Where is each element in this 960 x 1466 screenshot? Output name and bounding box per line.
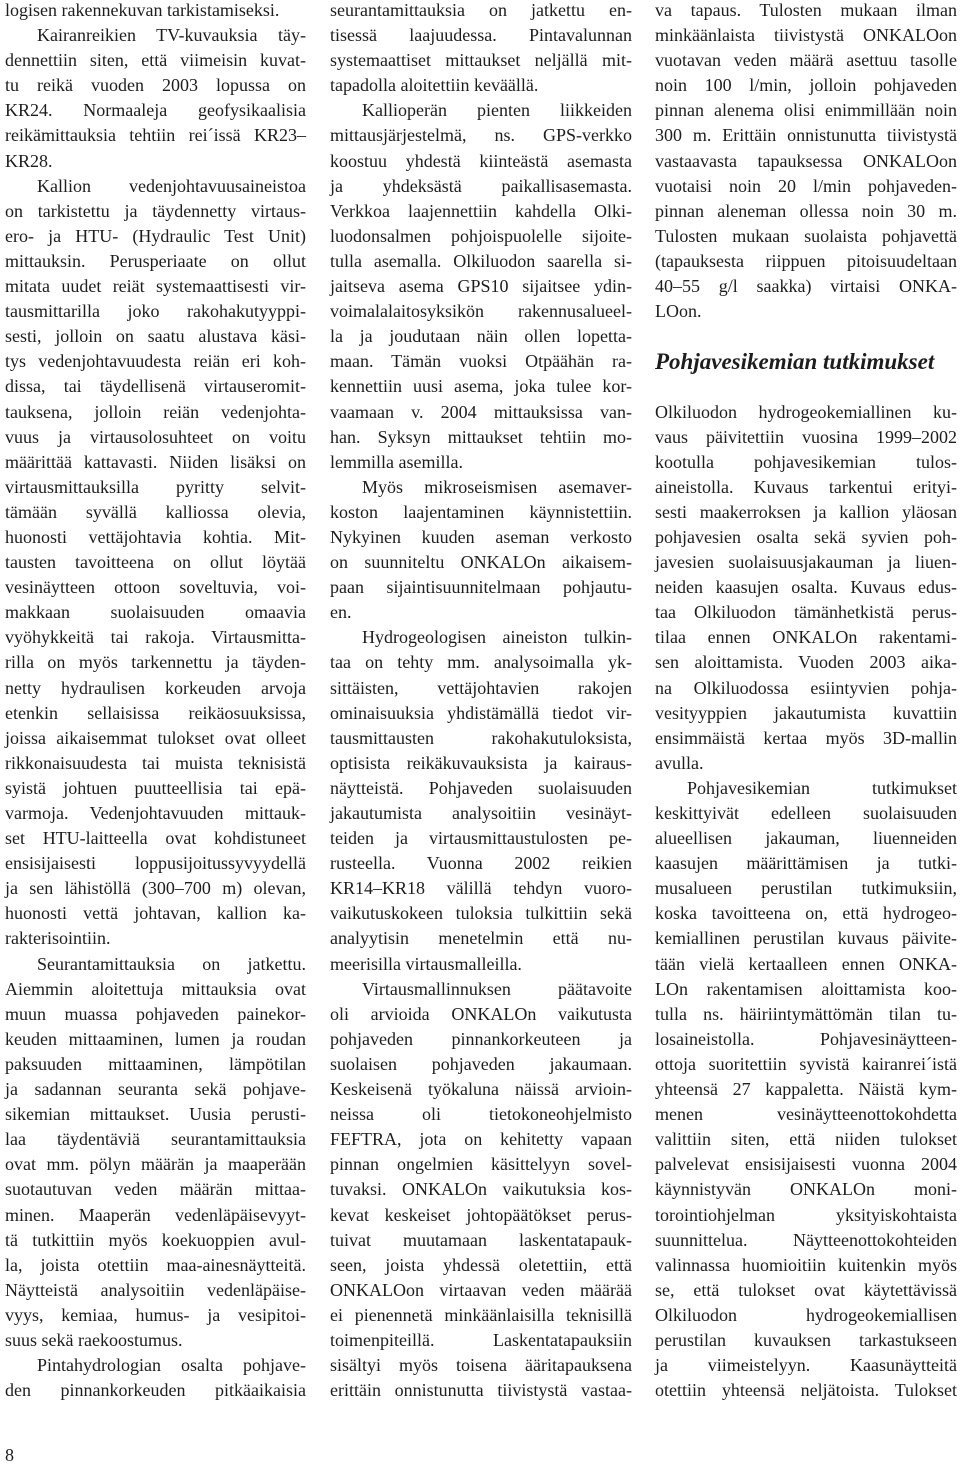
text-line: sesti, jolloin on saatu alustava käsi- bbox=[5, 326, 306, 347]
text-line: Seurantamittauksia on jatkettu. bbox=[37, 953, 306, 974]
text-line: menen vesinäytteenottokohdetta bbox=[655, 1104, 957, 1125]
text-line: Tulosten mukaan suolaista pohjavettä bbox=[655, 225, 957, 246]
text-line: vyöhykkeitä tai rakoja. Virtausmitta- bbox=[5, 627, 306, 648]
text-line: seurantamittauksia on jatkettu en- bbox=[330, 0, 632, 20]
text-line: keskittyivät edelleen suolaisuuden bbox=[655, 803, 957, 823]
text-line: minkäänlaista tiivistystä ONKALOon bbox=[655, 25, 957, 46]
text-line: ja yhdeksästä paikallisasemasta. bbox=[330, 175, 632, 196]
text-line: Olkiluodon hydrogeokemiallinen ku- bbox=[655, 401, 957, 422]
text-line: netty hydraulisen korkeuden arvoja bbox=[5, 677, 306, 698]
text-line: KR28. bbox=[5, 150, 53, 171]
text-line: rikkonaisuudesta tai muista teknisistä bbox=[5, 752, 306, 773]
text-line: syistä johtuen puutteellisia tai epä- bbox=[5, 777, 306, 798]
text-line: dissa, tai täydellisenä virtauseromit- bbox=[5, 376, 306, 397]
text-line: alueellisen jakauman, liuenneiden bbox=[655, 828, 957, 849]
text-line: va tapaus. Tulosten mukaan ilman bbox=[655, 0, 957, 20]
text-line: FEFTRA, jota on kehitetty vapaan bbox=[330, 1129, 632, 1150]
text-line: avulla. bbox=[655, 752, 704, 773]
text-line: kennettiin uusi asema, joka tulee kor- bbox=[330, 376, 632, 397]
text-line: tilaa ennen ONKALOn rakentami- bbox=[655, 627, 957, 648]
text-line: tämään syvällä kalliossa olevia, bbox=[5, 501, 306, 522]
text-line: vyys, kemiaa, humus- ja vesipitoi- bbox=[5, 1304, 306, 1325]
text-line: en. bbox=[330, 602, 352, 623]
text-line: reikämittauksia tehtiin rei´issä KR23– bbox=[5, 125, 306, 146]
text-line: erittäin onnistunutta tiivistystä vastaa- bbox=[330, 1380, 632, 1401]
text-line: jaitseva asema GPS10 sijaitsee ydin- bbox=[330, 276, 632, 297]
text-line: LOn rakentamisen aloittamista koo- bbox=[655, 978, 957, 999]
text-line: suunnittelua. Näytteenottokohteiden bbox=[655, 1229, 957, 1250]
paragraph bbox=[330, 977, 632, 1404]
text-line: varmoja. Vedenjohtavuuden mittauk- bbox=[5, 803, 306, 823]
text-line: muun muassa pohjaveden painekor- bbox=[5, 1003, 306, 1024]
text-line: taa on tehty mm. analysoimalla yk- bbox=[330, 652, 632, 673]
text-line: Hydrogeologisen aineiston tulkin- bbox=[362, 627, 632, 648]
text-line: sittäisten, vettäjohtavien rakojen bbox=[330, 677, 632, 698]
text-line: palvelevat ensisijaisesti vuonna 2004 bbox=[655, 1154, 957, 1175]
text-line: Kallion vedenjohtavuusaineistoa bbox=[37, 175, 306, 196]
text-line: pinnan ongelmien käsittelyyn sovel- bbox=[330, 1154, 632, 1175]
text-line: taa Olkiluodon tämänhetkistä perus- bbox=[655, 602, 957, 623]
text-line: kootulla pohjavesikemian tulos- bbox=[655, 451, 957, 472]
text-line: tys vedenjohtavuudesta reiän eri koh- bbox=[5, 351, 306, 372]
section-heading: Pohjavesikemian tutkimukset bbox=[655, 349, 935, 375]
text-line: se, että tulokset ovat käytettävissä bbox=[655, 1279, 957, 1300]
text-line: LOon. bbox=[655, 301, 702, 322]
text-line: otettiin yhteensä neljätoista. Tulokset bbox=[655, 1380, 957, 1401]
text-line: suus sekä raekoostumus. bbox=[5, 1329, 183, 1350]
text-line: sen aloittamista. Vuoden 2003 aika- bbox=[655, 652, 957, 673]
paragraph bbox=[5, 23, 306, 174]
text-line: analyytisin menetelmin että nu- bbox=[330, 928, 632, 949]
text-line: vastaavasta tapauksessa ONKALOon bbox=[655, 150, 957, 171]
text-line: Olkiluodon hydrogeokemiallisen bbox=[655, 1304, 957, 1325]
text-column-right bbox=[655, 0, 957, 1403]
text-line: valittiin siten, että niiden tulokset bbox=[655, 1129, 957, 1150]
text-line: valinnassa huomioitiin kuitenkin myös bbox=[655, 1254, 957, 1275]
text-line: torointiohjelman yksityiskohtaista bbox=[655, 1204, 957, 1225]
text-line: musalueen perustilan tutkimuksiin, bbox=[655, 878, 957, 899]
text-line: 40–55 g/l saakka) virtaisi ONKA- bbox=[655, 276, 957, 297]
text-line: on tarkistettu ja täydennetty virtaus- bbox=[5, 200, 306, 221]
paragraph bbox=[655, 0, 957, 324]
text-line: ja sadannan seuranta sekä pohjave- bbox=[5, 1079, 306, 1100]
text-line: Kairanreikien TV-kuvauksia täy- bbox=[37, 25, 306, 46]
text-line: pohjavesien osalta sekä syvien poh- bbox=[655, 526, 957, 547]
text-column-left bbox=[5, 0, 306, 1403]
paragraph bbox=[330, 475, 632, 626]
text-line: seen, joista yhdessä oletettiin, että bbox=[330, 1254, 632, 1275]
text-line: ero- ja HTU- (Hydraulic Test Unit) bbox=[5, 225, 306, 246]
text-line: makkaan suolaisuuden omaavia bbox=[5, 602, 306, 623]
text-line: systemaattiset mittaukset neljällä mit- bbox=[330, 50, 632, 71]
text-line: ja sen lähistöllä (300–700 m) olevan, bbox=[5, 878, 306, 899]
text-line: Pohjavesikemian tutkimukset bbox=[687, 777, 957, 798]
text-line: neissa oli tietokoneohjelmisto bbox=[330, 1104, 632, 1125]
text-line: tausmittausten rakohakutuloksista, bbox=[330, 727, 632, 748]
text-line: tulla ns. häiriintymättömän tilan tu- bbox=[655, 1003, 957, 1024]
text-line: toimenpiteillä. Laskentatapauksiin bbox=[330, 1329, 632, 1350]
text-line: Nykyinen kuuden aseman verkosto bbox=[330, 526, 632, 547]
text-line: tapadolla aloitettiin keväällä. bbox=[330, 75, 539, 96]
text-line: teiden ja virtausmittaustulosten pe- bbox=[330, 828, 632, 849]
text-line: (tapauksesta riippuen pitoisuudeltaan bbox=[655, 250, 957, 271]
text-line: la, joista otettiin maa-ainesnäytteitä. bbox=[5, 1254, 306, 1275]
text-line: suotautuvan veden määrän mittaa- bbox=[5, 1179, 306, 1200]
text-line: vaikutuskokeen tuloksia tulkittiin sekä bbox=[330, 903, 632, 924]
text-line: laa täydentäviä seurantamittauksia bbox=[5, 1129, 306, 1150]
text-line: vaus päivitettiin vuosina 1999–2002 bbox=[655, 426, 957, 447]
text-line: dennettiin siten, että viimeisin kuvat- bbox=[5, 50, 306, 71]
text-line: virtausmittauksilla pyritty selvit- bbox=[5, 476, 306, 497]
text-line: vuus ja virtausolosuhteet on voitu bbox=[5, 426, 306, 447]
text-line: losaineistolla. Pohjavesinäytteen- bbox=[655, 1028, 957, 1049]
text-line: vuotaisi noin 20 l/min pohjaveden- bbox=[655, 175, 957, 196]
text-line: ONKALOon virtaavan veden määrää bbox=[330, 1279, 632, 1300]
text-line: javesien suolaisuusjakauman ja liuen- bbox=[655, 552, 957, 573]
text-line: näytteistä. Pohjaveden suolaisuuden bbox=[330, 777, 632, 798]
text-line: sisältyi myös toisena ääritapauksena bbox=[330, 1355, 632, 1376]
text-line: ominaisuuksia yhdistämällä tiedot vir- bbox=[330, 702, 632, 723]
text-line: ensisijaisesti loppusijoitussyvyydellä bbox=[5, 853, 306, 874]
text-line: 300 m. Erittäin onnistunutta tiivistystä bbox=[655, 125, 957, 146]
text-line: ei pienennetä minkäänlaisilla teknisillä bbox=[330, 1304, 632, 1325]
text-line: Virtausmallinnuksen päätavoite bbox=[362, 978, 632, 999]
paragraph bbox=[655, 400, 957, 776]
text-line: sesti maakerroksen ja kallion yläosan bbox=[655, 501, 957, 522]
text-line: tausmittarilla joko rakohakutyyppi- bbox=[5, 301, 306, 322]
text-line: ottoja suoritettiin syvistä kairanrei´istä bbox=[655, 1053, 957, 1074]
text-line: den pinnankorkeuden pitkäaikaisia bbox=[5, 1380, 306, 1401]
text-line: tuivat muutamaan laskentatapauk- bbox=[330, 1229, 632, 1250]
paragraph bbox=[330, 625, 632, 976]
text-line: etenkin sellaisissa reikäosuuksissa, bbox=[5, 702, 306, 723]
text-line: vesinäytteen ottoon soveltuvia, voi- bbox=[5, 577, 306, 598]
paragraph bbox=[5, 1353, 306, 1403]
text-line: meerisilla virtausmalleilla. bbox=[330, 953, 522, 974]
text-line: rilla on myös tarkennettu ja täyden- bbox=[5, 652, 306, 673]
text-line: tisessä laajuudessa. Pintavalunnan bbox=[330, 25, 632, 46]
text-line: vesityyppien jakautumista kuvattiin bbox=[655, 702, 957, 723]
text-line: minen. Maaperän vedenläpäisevyyt- bbox=[5, 1204, 306, 1225]
text-line: oli arvioida ONKALOn vaikutusta bbox=[330, 1003, 632, 1024]
text-line: rakterisointiin. bbox=[5, 928, 111, 949]
text-line: kevat keskeiset johtopäätökset perus- bbox=[330, 1204, 632, 1225]
text-line: tä tutkittiin myös koekuoppien avul- bbox=[5, 1229, 306, 1250]
text-line: huonosti vettä johtavan, kallion ka- bbox=[5, 903, 306, 924]
text-line: pinnan aleneman ollessa noin 30 m. bbox=[655, 200, 957, 221]
text-line: logisen rakennekuvan tarkistamiseksi. bbox=[5, 0, 280, 20]
text-line: paksuuden mittaaminen, lämpötilan bbox=[5, 1053, 306, 1074]
paragraph bbox=[655, 776, 957, 1403]
paragraph bbox=[5, 174, 306, 952]
text-column-middle bbox=[330, 0, 632, 1403]
text-line: tään vielä kertaalleen ennen ONKA- bbox=[655, 953, 957, 974]
text-line: optisista reikäkuvauksista ja kairaus- bbox=[330, 752, 632, 773]
text-line: Näytteistä analysoitiin vedenläpäise- bbox=[5, 1279, 306, 1300]
text-line: aineistolla. Kuvaus tarkentui erityi- bbox=[655, 476, 957, 497]
text-line: Keskeisenä työkaluna näissä arvioin- bbox=[330, 1079, 632, 1100]
text-line: joissa aikaisemmat tulokset ovat olleet bbox=[5, 727, 306, 748]
text-line: tulla asemalla. Olkiluodon saarella si- bbox=[330, 250, 632, 271]
text-line: pinnan alenema olisi enimmillään noin bbox=[655, 100, 957, 121]
text-line: Verkkoa laajennettiin kahdella Olki- bbox=[330, 200, 632, 221]
text-line: sikemian mittaukset. Uusia perusti- bbox=[5, 1104, 306, 1125]
text-line: set HTU-laitteella ovat kohdistuneet bbox=[5, 828, 306, 849]
text-line: vuotavan veden määrä asettuu tasolle bbox=[655, 50, 957, 71]
text-line: mittauksin. Perusperiaate on ollut bbox=[5, 250, 306, 271]
text-line: ensimmäistä kertaa myös 3D-mallin bbox=[655, 727, 957, 748]
text-line: ja viimeistelyyn. Kaasunäytteitä bbox=[655, 1355, 957, 1376]
text-line: koston laajentaminen käynnistettiin. bbox=[330, 501, 632, 522]
text-line: huonosti vettäjohtavia kohtia. Mit- bbox=[5, 526, 306, 547]
text-line: rusteella. Vuonna 2002 reikien bbox=[330, 853, 632, 874]
page-number: 8 bbox=[5, 1445, 14, 1465]
text-line: tuvaksi. ONKALOn vaikutuksia kos- bbox=[330, 1179, 632, 1200]
text-line: keuden mittaaminen, lumen ja roudan bbox=[5, 1028, 306, 1049]
text-line: luodonsalmen pohjoispuolelle sijoite- bbox=[330, 225, 632, 246]
text-line: jakautumista analysoitiin vesinäyt- bbox=[330, 803, 632, 823]
text-line: tausten tavoitteena on ollut löytää bbox=[5, 552, 306, 573]
text-line: perustilan kuvauksen tarkastukseen bbox=[655, 1329, 957, 1350]
text-line: vaamaan v. 2004 mittauksissa van- bbox=[330, 401, 632, 422]
text-line: KR24. Normaaleja geofysikaalisia bbox=[5, 100, 306, 121]
text-line: Pintahydrologian osalta pohjave- bbox=[37, 1355, 306, 1376]
text-line: voimalalaitosyksikön rakennusalueel- bbox=[330, 301, 632, 322]
text-line: on suunniteltu ONKALOn aikaisem- bbox=[330, 552, 632, 573]
text-line: Myös mikroseismisen asemaver- bbox=[362, 476, 632, 497]
text-line: paan sijaintisuunnitelmaan pohjautu- bbox=[330, 577, 632, 598]
text-line: koostuu yhdestä kiinteästä asemasta bbox=[330, 150, 632, 171]
text-line: koska tavoitteena on, että hydrogeo- bbox=[655, 903, 957, 924]
text-line: han. Syksyn mittaukset tehtiin mo- bbox=[330, 426, 632, 447]
text-line: maan. Tämän vuoksi Otpäähän ra- bbox=[330, 351, 632, 372]
text-line: määrittää kattavasti. Niiden lisäksi on bbox=[5, 451, 306, 472]
text-line: ovat mm. pölyn määrän ja maaperään bbox=[5, 1154, 306, 1175]
text-line: noin 100 l/min, jolloin pohjaveden bbox=[655, 75, 957, 96]
text-line: na Olkiluodossa esiintyvien pohja- bbox=[655, 677, 957, 698]
text-line: neiden kaasujen osalta. Kuvaus edus- bbox=[655, 577, 957, 598]
text-line: mittausjärjestelmä, ns. GPS-verkko bbox=[330, 125, 632, 146]
text-line: mitata uudet reiät systemaattisesti vir- bbox=[5, 276, 306, 297]
text-line: kaasujen määrittämisen ja tutki- bbox=[655, 853, 957, 874]
text-line: KR14–KR18 välillä tehdyn vuoro- bbox=[330, 878, 632, 899]
paragraph bbox=[5, 952, 306, 1354]
text-line: Kallioperän pienten liikkeiden bbox=[362, 100, 632, 121]
text-line: la ja joudutaan näin ollen lopetta- bbox=[330, 326, 632, 347]
paragraph bbox=[330, 98, 632, 474]
text-line: käynnistyvän ONKALOn moni- bbox=[655, 1179, 957, 1200]
text-line: pohjaveden pinnankorkeuteen ja bbox=[330, 1028, 632, 1049]
text-line: lemmilla asemilla. bbox=[330, 451, 463, 472]
paragraph bbox=[5, 0, 306, 23]
paragraph bbox=[330, 0, 632, 98]
text-line: kemiallinen perustilan kuvaus päivite- bbox=[655, 928, 957, 949]
text-line: tu reikä vuoden 2003 lopussa on bbox=[5, 75, 306, 96]
text-line: tauksena, jolloin reiän vedenjohta- bbox=[5, 401, 306, 422]
text-line: yhteensä 27 kappaletta. Näistä kym- bbox=[655, 1079, 957, 1100]
text-line: Aiemmin aloitettuja mittauksia ovat bbox=[5, 978, 306, 999]
text-line: suolaisen pohjaveden jakaumaan. bbox=[330, 1053, 632, 1074]
